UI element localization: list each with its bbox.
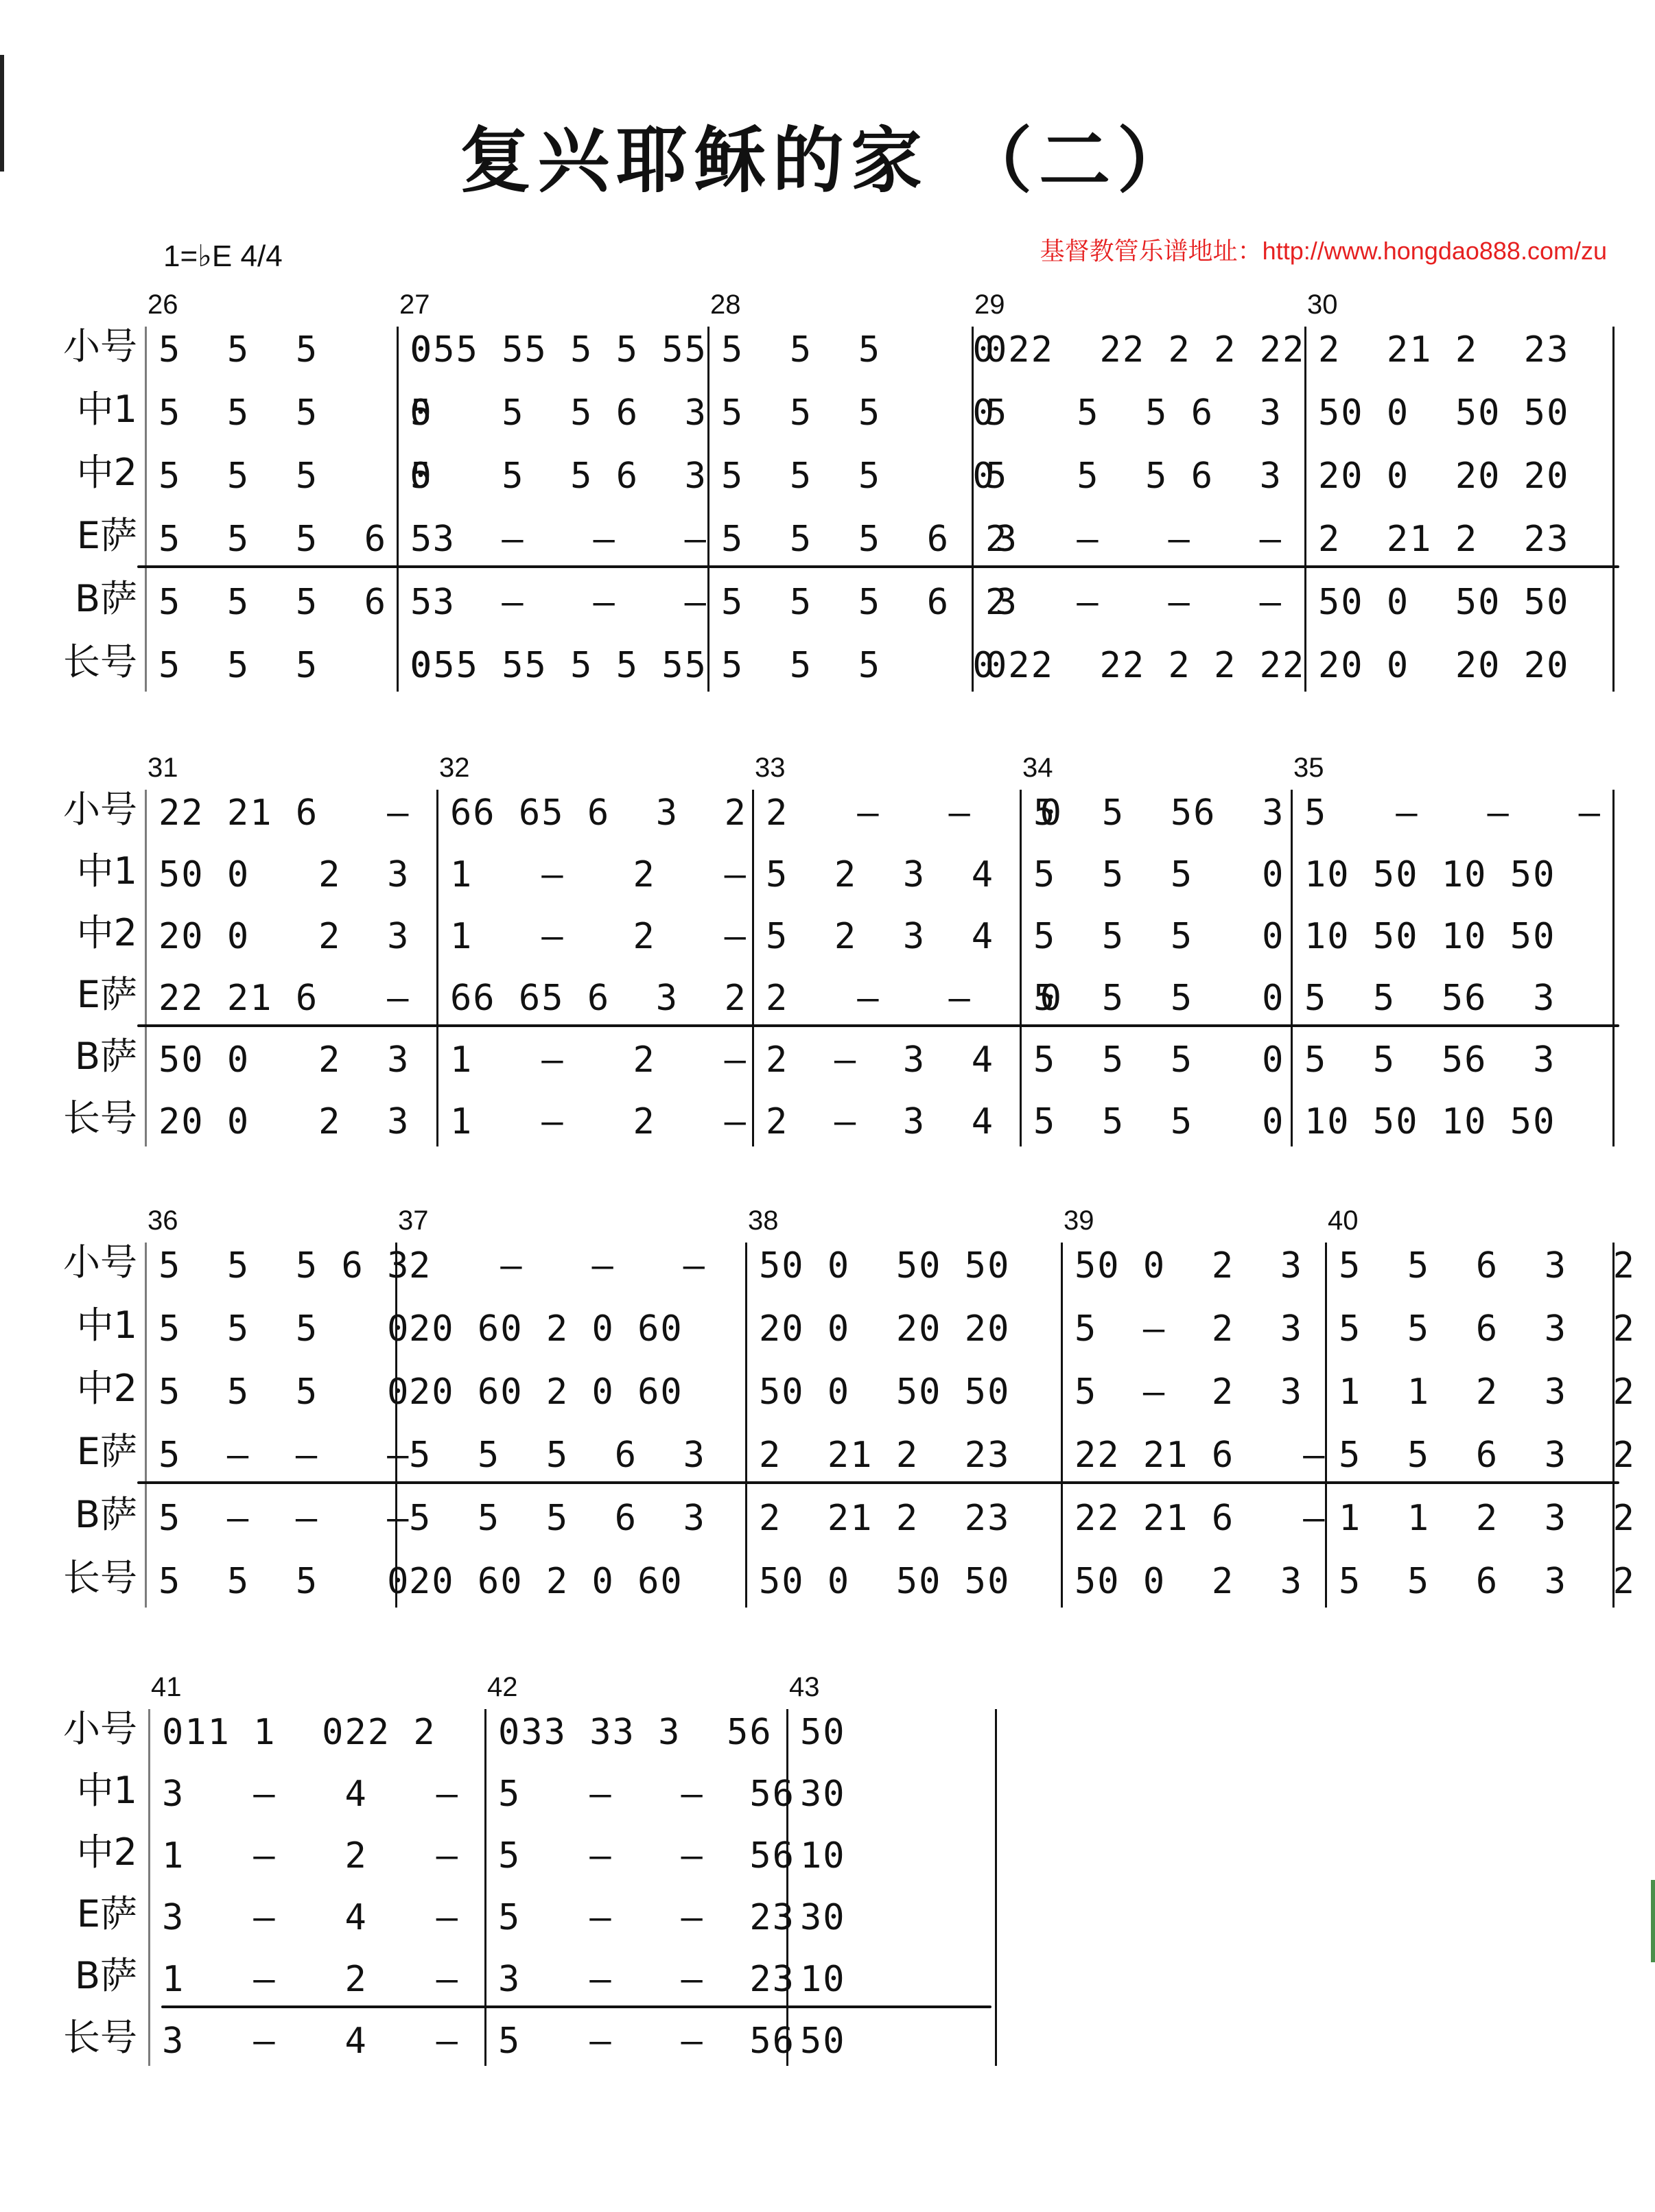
measure-cell: 5 5 6 3 2: [1339, 1561, 1636, 1602]
measure-number: 35: [1293, 753, 1324, 783]
barline: [972, 327, 974, 692]
measure-number: 26: [148, 290, 178, 320]
measure-cell: 022 22 2 2 22: [985, 329, 1306, 370]
barline: [148, 1709, 150, 2066]
barline: [752, 790, 754, 1146]
barline: [145, 1243, 147, 1608]
measure-cell: 2 21 2 23: [1318, 519, 1570, 560]
measure-cell: 66 65 6 3 2: [450, 792, 747, 834]
measure-cell: 5 5 5 6 3: [409, 1435, 706, 1476]
section-divider-line: [137, 1024, 1619, 1027]
instrument-label: E萨: [76, 973, 137, 1016]
measure-cell: 5 5 5 0: [721, 329, 996, 370]
measure-cell: 10 50 10 50: [1304, 1101, 1556, 1142]
instrument-label: 中1: [76, 1769, 137, 1812]
barline: [436, 790, 438, 1146]
instrument-label: B萨: [74, 577, 137, 620]
measure-cell: 20 0 20 20: [759, 1308, 1011, 1350]
page-title: 复兴耶稣的家 （二）: [459, 118, 1196, 202]
measure-cell: 5 5 5 0: [1033, 978, 1285, 1019]
measure-number: 32: [439, 753, 470, 783]
instrument-label: 小号: [63, 788, 137, 831]
measure-cell: 011 1 022 2: [162, 1712, 436, 1753]
measure-cell: 1 1 2 3 2: [1339, 1498, 1636, 1539]
instrument-label: B萨: [74, 1954, 137, 1997]
measure-cell: 50 0 2 3: [1075, 1561, 1304, 1602]
barline: [1291, 790, 1293, 1146]
instrument-label: 中2: [76, 1831, 137, 1874]
measure-cell: 5 5 5 6 3: [410, 456, 707, 497]
key-signature: 1=♭E 4/4: [163, 239, 283, 273]
measure-cell: 50 0 2 3: [159, 854, 410, 895]
measure-cell: 10: [800, 1959, 846, 2000]
measure-cell: 22 21 6 –: [1075, 1435, 1326, 1476]
measure-cell: 2 – – –: [985, 519, 1282, 560]
measure-cell: 2 – – –: [409, 1245, 706, 1286]
measure-cell: 1 1 2 3 2: [1339, 1372, 1636, 1413]
measure-cell: 5 – – 56: [498, 1835, 795, 1876]
measure-cell: 5 – – 56: [498, 2021, 795, 2062]
measure-cell: 5 – – –: [1304, 792, 1601, 834]
measure-cell: 5 – – 23: [498, 1897, 795, 1938]
measure-cell: 5 5 5 6 3: [159, 519, 456, 560]
measure-cell: 2 21 2 23: [759, 1498, 1011, 1539]
barline: [786, 1709, 788, 2066]
barline: [145, 327, 147, 692]
measure-cell: 3 – 4 –: [162, 1897, 459, 1938]
instrument-label: 小号: [63, 325, 137, 368]
measure-cell: 5 5 56 3: [1304, 978, 1556, 1019]
measure-number: 39: [1064, 1205, 1094, 1236]
measure-cell: 033 33 3 56: [498, 1712, 773, 1753]
measure-cell: 5 5 5 6 3: [985, 392, 1282, 434]
measure-number: 28: [710, 290, 741, 320]
measure-number: 40: [1328, 1205, 1359, 1236]
watermark-link[interactable]: 基督教管乐谱地址：http://www.hongdao888.com/zu: [1040, 237, 1607, 265]
measure-cell: 5 5 5 0: [1033, 1101, 1285, 1142]
measure-cell: 50 0 50 50: [759, 1245, 1011, 1286]
measure-cell: 50 0 2 3: [1075, 1245, 1304, 1286]
measure-cell: 5 5 5 0: [159, 329, 433, 370]
measure-cell: 20 60 2 0 60: [409, 1308, 683, 1350]
instrument-label: 中1: [76, 1304, 137, 1347]
measure-cell: 5 5 5 6 3: [721, 582, 1018, 623]
measure-cell: 50 0 50 50: [1318, 582, 1570, 623]
instrument-label: 中1: [76, 849, 137, 893]
measure-cell: 30: [800, 1774, 846, 1815]
instrument-label: 长号: [63, 2016, 137, 2059]
instrument-label: 长号: [63, 640, 137, 683]
measure-cell: 5 5 5 6 3: [159, 582, 456, 623]
barline: [145, 790, 147, 1146]
barline: [1612, 1243, 1615, 1608]
measure-cell: 5 5 5 6 3: [985, 456, 1282, 497]
measure-number: 33: [755, 753, 786, 783]
measure-cell: 10 50 10 50: [1304, 916, 1556, 957]
barline: [1020, 790, 1022, 1146]
measure-cell: 20 60 2 0 60: [409, 1561, 683, 1602]
measure-cell: 5 5 5 0: [721, 392, 996, 434]
measure-cell: 5 5 5 0: [159, 392, 433, 434]
section-divider-line: [137, 1481, 1619, 1484]
measure-cell: 5 – – –: [410, 582, 707, 623]
measure-cell: 50: [800, 1712, 846, 1753]
barline: [1325, 1243, 1327, 1608]
measure-cell: 22 21 6 –: [159, 792, 410, 834]
measure-cell: 20 0 20 20: [1318, 645, 1570, 686]
instrument-label: B萨: [74, 1493, 137, 1536]
measure-cell: 22 21 6 –: [159, 978, 410, 1019]
instrument-label: 中2: [76, 451, 137, 494]
measure-number: 29: [974, 290, 1005, 320]
measure-cell: 1 – 2 –: [162, 1959, 459, 2000]
measure-cell: 5 5 6 3 2: [1339, 1435, 1636, 1476]
measure-cell: 22 21 6 –: [1075, 1498, 1326, 1539]
measure-cell: 20 0 2 3: [159, 916, 410, 957]
measure-cell: 3 – 4 –: [162, 1774, 459, 1815]
measure-number: 31: [148, 753, 178, 783]
measure-cell: 50 0 50 50: [759, 1561, 1011, 1602]
measure-cell: 2 – 3 4: [766, 1039, 995, 1081]
measure-cell: 5 5 5 0: [1033, 854, 1285, 895]
measure-number: 38: [748, 1205, 779, 1236]
measure-cell: 1 – 2 –: [450, 916, 747, 957]
measure-cell: 3 – 4 –: [162, 2021, 459, 2062]
instrument-label: 中2: [76, 911, 137, 954]
measure-cell: 2 – – –: [985, 582, 1282, 623]
measure-cell: 5 5 56 3: [1033, 792, 1285, 834]
measure-cell: 5 5 5 0: [159, 1372, 410, 1413]
measure-cell: 055 55 5 5 55: [410, 329, 707, 370]
barline: [397, 327, 399, 692]
barline: [995, 1709, 997, 2066]
instrument-label: 长号: [63, 1556, 137, 1599]
measure-cell: 66 65 6 3 2: [450, 978, 747, 1019]
measure-cell: 50: [800, 2021, 846, 2062]
measure-cell: 5 5 6 3 2: [1339, 1245, 1636, 1286]
measure-cell: 5 5 5 0: [721, 645, 996, 686]
measure-number: 41: [151, 1672, 182, 1702]
measure-cell: 30: [800, 1897, 846, 1938]
section-divider-line: [137, 565, 1619, 568]
measure-cell: 5 5 5 0: [159, 1561, 410, 1602]
measure-cell: 5 5 5 6 3: [410, 392, 707, 434]
measure-cell: 50 0 2 3: [159, 1039, 410, 1081]
measure-number: 43: [789, 1672, 820, 1702]
measure-cell: 20 0 20 20: [1318, 456, 1570, 497]
measure-cell: 5 – – –: [159, 1435, 410, 1476]
instrument-label: E萨: [76, 514, 137, 557]
measure-cell: 1 – 2 –: [450, 1101, 747, 1142]
measure-cell: 055 55 5 5 55: [410, 645, 707, 686]
barline: [1061, 1243, 1063, 1608]
instrument-label: E萨: [76, 1430, 137, 1473]
measure-cell: 5 5 5 6 3: [159, 1245, 410, 1286]
measure-cell: 5 5 56 3: [1304, 1039, 1556, 1081]
measure-cell: 20 0 2 3: [159, 1101, 410, 1142]
barline: [1612, 327, 1615, 692]
measure-cell: 2 21 2 23: [759, 1435, 1011, 1476]
measure-number: 27: [399, 290, 430, 320]
measure-cell: 5 5 5 0: [159, 456, 433, 497]
measure-cell: 50 0 50 50: [1318, 392, 1570, 434]
barline: [395, 1243, 397, 1608]
measure-cell: 10 50 10 50: [1304, 854, 1556, 895]
measure-number: 42: [487, 1672, 518, 1702]
measure-cell: 022 22 2 2 22: [985, 645, 1306, 686]
scan-edge-mark: [1651, 1880, 1655, 1962]
measure-cell: 1 – 2 –: [450, 1039, 747, 1081]
measure-cell: 5 – 2 3: [1075, 1308, 1304, 1350]
measure-number: 37: [398, 1205, 429, 1236]
measure-cell: 1 – 2 –: [162, 1835, 459, 1876]
instrument-label: B萨: [74, 1035, 137, 1078]
measure-cell: 5 5 5 6 3: [409, 1498, 706, 1539]
measure-number: 30: [1307, 290, 1338, 320]
barline: [745, 1243, 747, 1608]
measure-cell: 5 – 2 3: [1075, 1372, 1304, 1413]
measure-cell: 50 0 50 50: [759, 1372, 1011, 1413]
measure-cell: 5 5 5 0: [1033, 1039, 1285, 1081]
measure-cell: 5 5 5 0: [721, 456, 996, 497]
measure-cell: 5 – – –: [159, 1498, 410, 1539]
instrument-label: 中1: [76, 388, 137, 431]
measure-cell: 2 – – 0: [766, 978, 1063, 1019]
barline: [484, 1709, 486, 2066]
measure-cell: 2 – – 0: [766, 792, 1063, 834]
measure-cell: 5 2 3 4: [766, 916, 995, 957]
measure-number: 36: [148, 1205, 178, 1236]
measure-cell: 10: [800, 1835, 846, 1876]
measure-cell: 5 5 5 0: [1033, 916, 1285, 957]
measure-cell: 1 – 2 –: [450, 854, 747, 895]
instrument-label: 中2: [76, 1367, 137, 1410]
barline: [1304, 327, 1306, 692]
measure-cell: 5 2 3 4: [766, 854, 995, 895]
barline: [707, 327, 709, 692]
measure-cell: 20 60 2 0 60: [409, 1372, 683, 1413]
measure-number: 34: [1022, 753, 1053, 783]
measure-cell: 3 – – 23: [498, 1959, 795, 2000]
measure-cell: 5 5 6 3 2: [1339, 1308, 1636, 1350]
instrument-label: 小号: [63, 1240, 137, 1284]
barline: [1612, 790, 1615, 1146]
measure-cell: 5 – – 56: [498, 1774, 795, 1815]
measure-cell: 2 21 2 23: [1318, 329, 1570, 370]
section-divider-line: [161, 2005, 991, 2008]
instrument-label: E萨: [76, 1892, 137, 1936]
instrument-label: 长号: [63, 1096, 137, 1140]
instrument-label: 小号: [63, 1707, 137, 1750]
measure-cell: 5 5 5 6 3: [721, 519, 1018, 560]
measure-cell: 5 – – –: [410, 519, 707, 560]
measure-cell: 2 – 3 4: [766, 1101, 995, 1142]
measure-cell: 5 5 5 0: [159, 645, 433, 686]
measure-cell: 5 5 5 0: [159, 1308, 410, 1350]
